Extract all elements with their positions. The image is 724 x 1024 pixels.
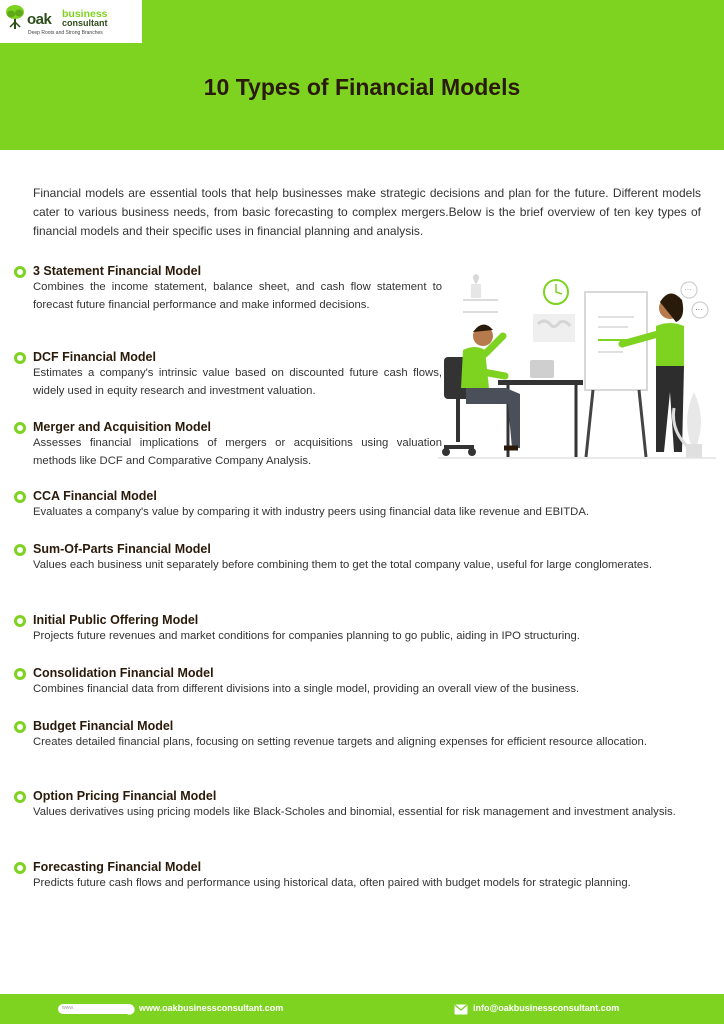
model-description: Values each business unit separately before combining them to get the total company value, useful for large conglomerates. [33, 559, 652, 571]
model-title: Sum-Of-Parts Financial Model [33, 542, 211, 556]
model-title: Initial Public Offering Model [33, 613, 199, 627]
bullet-icon [14, 544, 26, 556]
model-title: 3 Statement Financial Model [33, 264, 202, 278]
office-presentation-illustration [438, 272, 716, 462]
website-pill-text: www. [62, 1005, 74, 1011]
header-banner [0, 0, 724, 150]
bullet-icon [14, 352, 26, 364]
model-title: DCF Financial Model [33, 350, 156, 364]
model-title: Forecasting Financial Model [33, 860, 202, 874]
bullet-icon [14, 721, 26, 733]
mail-icon [454, 1004, 468, 1015]
bullet-icon [14, 668, 26, 680]
model-description: Estimates a company's intrinsic value based on discounted future cash flows, widely used in equity research and investment valuation. [33, 367, 442, 397]
globe-icon [124, 1004, 135, 1015]
bullet-icon [14, 615, 26, 627]
logo-tagline: Deep Roots and Strong Branches [28, 30, 103, 36]
website-link[interactable]: www.oakbusinessconsultant.com [139, 1003, 284, 1013]
bullet-icon [14, 266, 26, 278]
model-description: Assesses financial implications of mergers or acquisitions using valuation methods like DCF and Comparative Company Analysis. [33, 437, 442, 467]
email-link[interactable]: info@oakbusinessconsultant.com [473, 1003, 620, 1013]
model-description: Values derivatives using pricing models like Black-Scholes and binomial, essential for risk management and investment analysis. [33, 806, 676, 818]
model-description: Creates detailed financial plans, focusing on setting revenue targets and aligning expenses for efficient resource allocation. [33, 736, 647, 748]
model-description: Evaluates a company's value by comparing it with industry peers using financial data like revenue and EBITDA. [33, 506, 589, 518]
logo-business-text: business [62, 8, 108, 20]
intro-paragraph: Financial models are essential tools that help businesses make strategic decisions and plan for the future. Different models cater to various business needs, from basic forecasting to complex mergers.Below is the brief overview of ten key types of financial models and their specific uses in financial planning and analysis. [33, 186, 701, 238]
oak-tree-icon [4, 4, 26, 30]
model-title: Merger and Acquisition Model [33, 420, 212, 434]
bullet-icon [14, 422, 26, 434]
model-description: Combines financial data from different divisions into a single model, providing an overall view of the business. [33, 683, 580, 695]
logo-oak-text: oak [27, 11, 52, 28]
page-title: 10 Types of Financial Models [203, 74, 521, 100]
bullet-icon [14, 791, 26, 803]
model-title: Budget Financial Model [33, 719, 174, 733]
model-description: Projects future revenues and market conditions for companies planning to go public, aiding in IPO structuring. [33, 630, 580, 642]
svg-text:···: ··· [684, 285, 692, 294]
logo[interactable] [0, 0, 142, 43]
website-pill [58, 1004, 134, 1014]
bullet-icon [14, 491, 26, 503]
model-title: Consolidation Financial Model [33, 666, 214, 680]
model-description: Combines the income statement, balance sheet, and cash flow statement to forecast future financial performance and make informed decisions. [33, 281, 442, 311]
model-description: Predicts future cash flows and performance using historical data, often paired with budget models for strategic planning. [33, 877, 631, 889]
model-title: Option Pricing Financial Model [33, 789, 217, 803]
model-title: CCA Financial Model [33, 489, 157, 503]
logo-consultant-text: consultant [62, 18, 108, 28]
footer-bar [0, 994, 724, 1024]
svg-text:···: ··· [695, 305, 703, 314]
bullet-icon [14, 862, 26, 874]
